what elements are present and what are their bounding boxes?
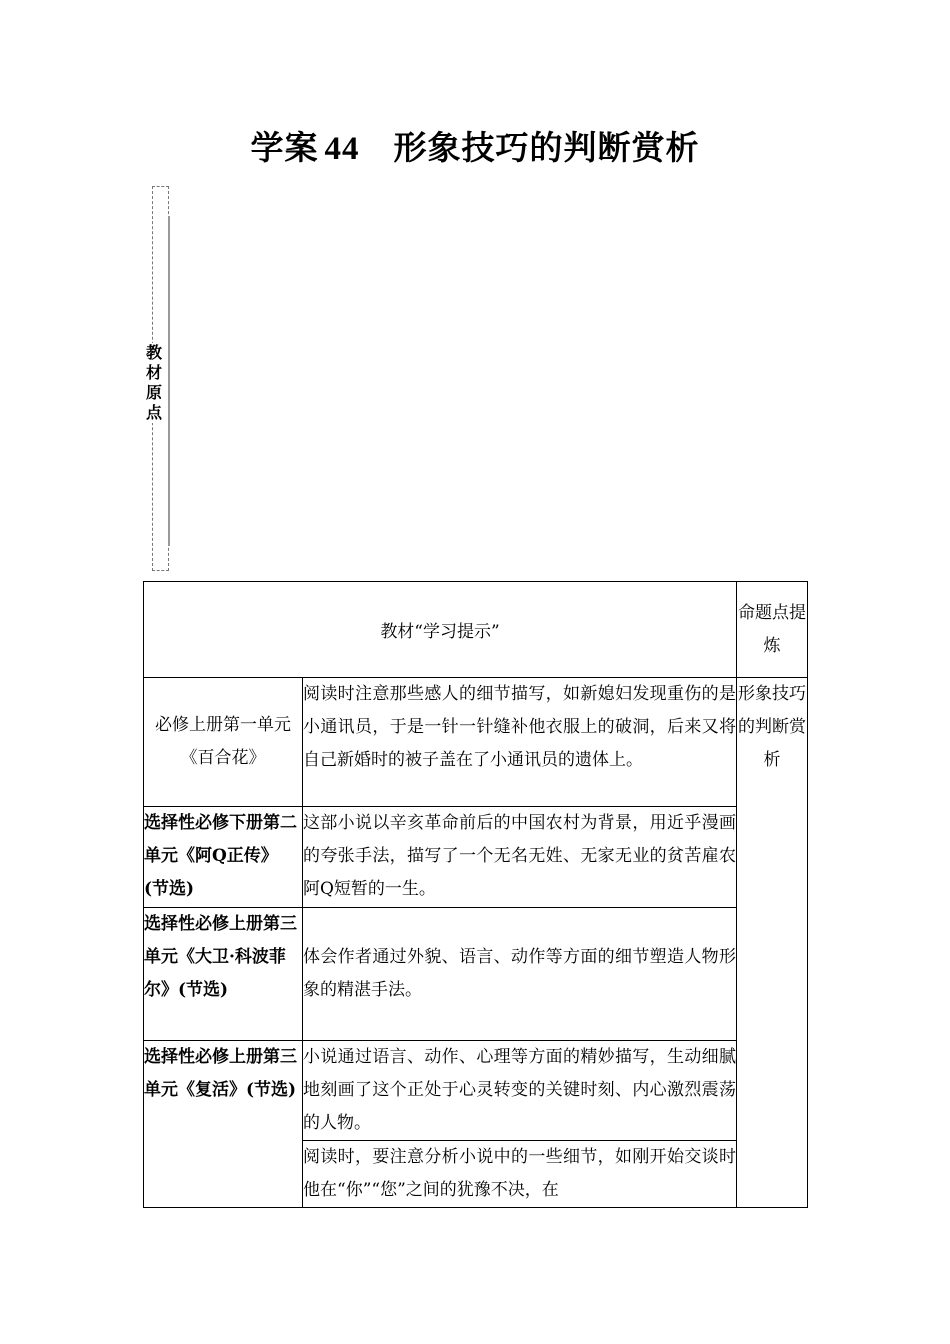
row-tip: 这部小说以辛亥革命前后的中国农村为背景，用近乎漫画的夸张手法，描写了一个无名无姓、无家无业的贫苦雇农阿Q短暂的一生。: [303, 807, 737, 908]
row-source: [144, 1041, 303, 1208]
table-row: [144, 908, 808, 1041]
row-source: [144, 807, 303, 908]
row-tip: 阅读时注意那些感人的细节描写，如新媳妇发现重伤的是小通讯员，于是一针一针缝补他衣服上的破洞，后来又将自己新婚时的被子盖在了小通讯员的遗体上。: [303, 678, 737, 807]
page-title: [0, 122, 950, 169]
table-row: [144, 807, 808, 908]
side-divider-line: [168, 216, 170, 546]
table-header-row: [144, 582, 808, 678]
table-row: [144, 1041, 808, 1141]
header-proposition-points: 命题点提炼: [737, 582, 808, 678]
row-tip: 体会作者通过外貌、语言、动作等方面的细节塑造人物形象的精湛手法。: [303, 908, 737, 1041]
row-source-text: 选择性必修上册第三单元《大卫·科波菲尔》(节选): [144, 914, 297, 1000]
proposition-point: 形象技巧的判断赏析: [737, 678, 808, 1208]
row-source-text: 选择性必修上册第三单元《复活》(节选): [144, 1047, 297, 1100]
side-label: 教材原点: [143, 343, 165, 423]
row-tip: 小说通过语言、动作、心理等方面的精妙描写，生动细腻地刻画了这个正处于心灵转变的关键时刻、内心激烈震荡的人物。: [303, 1041, 737, 1141]
table-row: [144, 678, 808, 807]
study-tips-table: [143, 581, 808, 1208]
row-source: [144, 908, 303, 1041]
title-text: 形象技巧的判断赏析: [393, 128, 700, 167]
header-study-tips: 教材“学习提示”: [144, 582, 737, 678]
row-tip: 阅读时，要注意分析小说中的一些细节，如刚开始交谈时他在“你”“您”之间的犹豫不决，在: [303, 1141, 737, 1208]
row-source: 必修上册第一单元《百合花》: [144, 678, 303, 807]
title-prefix: 学案: [250, 128, 319, 167]
title-number: 44: [324, 131, 360, 167]
row-source-text: 选择性必修下册第二单元《阿Q正传》(节选): [144, 813, 297, 899]
